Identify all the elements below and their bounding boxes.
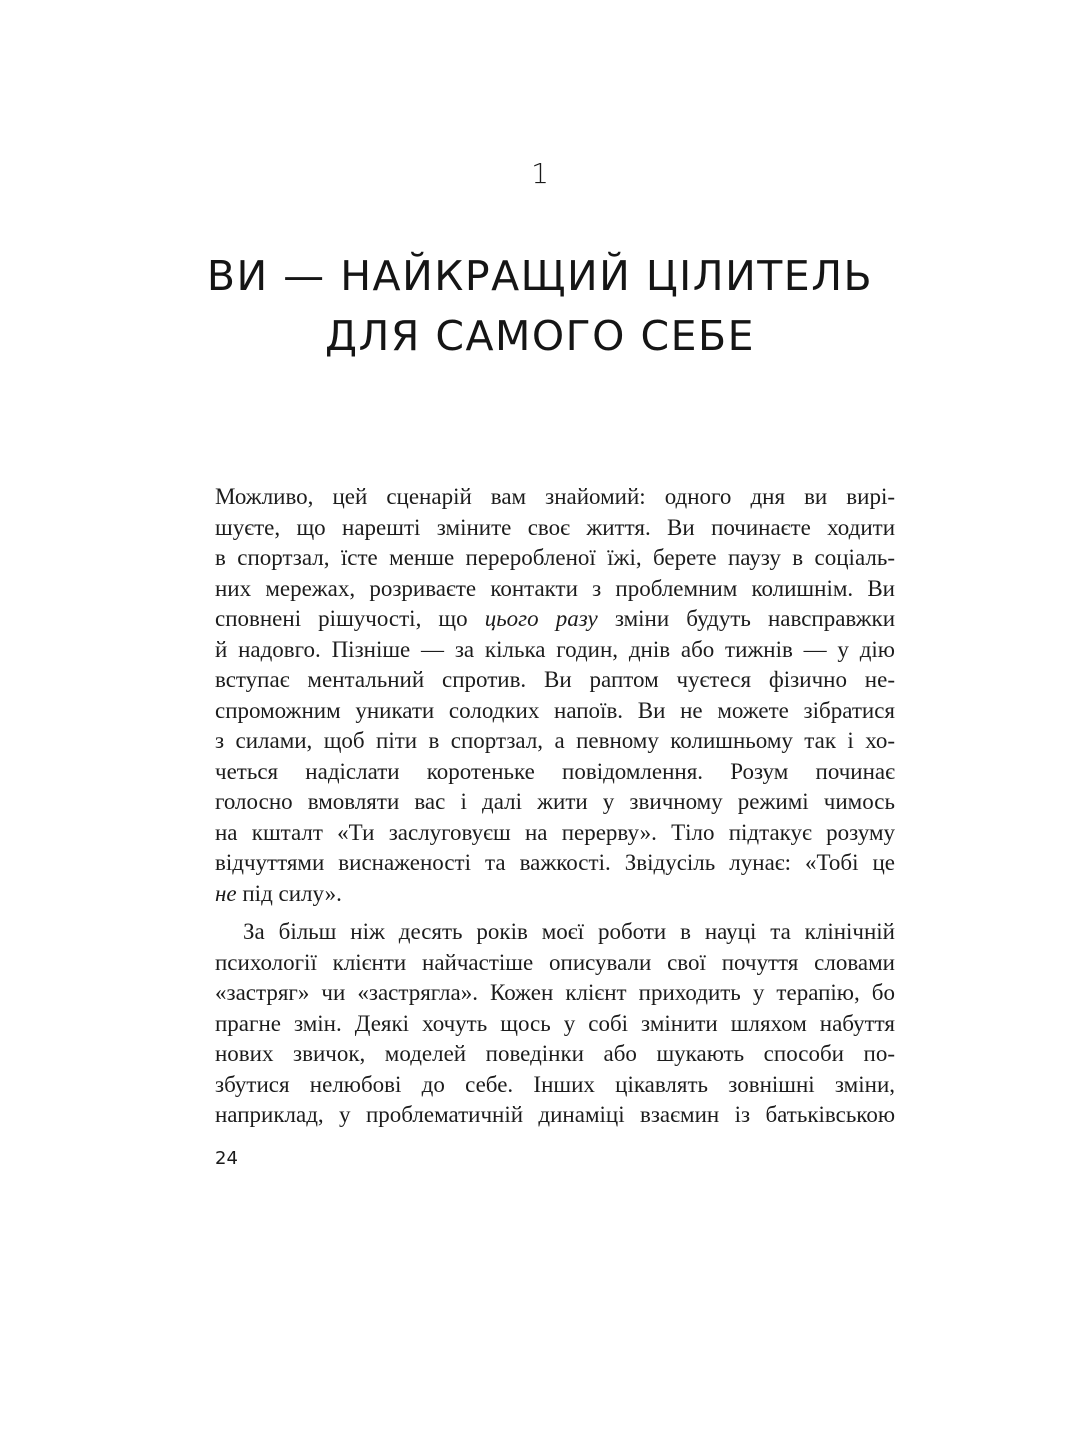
- text-line: спроможним уникати солодких напоїв. Ви не можете зібратися: [215, 697, 895, 723]
- page-number: 24: [215, 1148, 238, 1169]
- body-text: [215, 482, 895, 1131]
- text-line: [215, 879, 895, 910]
- text-line: Можливо, цей сценарій вам знайомий: одного дня ви вирі-: [215, 484, 895, 509]
- text-line: психології клієнти найчастіше описували свої почуття словами: [215, 949, 895, 975]
- emphasis: не: [215, 880, 237, 906]
- chapter-title-line: ДЛЯ САМОГО СЕБЕ: [324, 312, 756, 360]
- text-line: вступає ментальний спротив. Ви раптом чуєтеся фізично не-: [215, 667, 895, 692]
- text-line: з силами, щоб піти в спортзал, а певному колишньому так і хо-: [215, 728, 895, 753]
- text-line: прагне змін. Деякі хочуть щось у собі змінити шляхом набуття: [215, 1010, 895, 1036]
- text-line: й надовго. Пізніше — за кілька годин, днів або тижнів — у дію: [215, 636, 895, 662]
- text-line: За більш ніж десять років моєї роботи в науці та клінічній: [243, 919, 895, 944]
- chapter-title-line: ВИ — НАЙКРАЩИЙ ЦІЛИТЕЛЬ: [206, 252, 874, 300]
- text-line: в спортзал, їсте менше переробленої їжі, берете паузу в соціаль-: [215, 545, 895, 570]
- text-line: голосно вмовляти вас і далі жити у звичному режимі чимось: [215, 789, 895, 814]
- text-segment: під силу».: [236, 880, 342, 906]
- text-segment: зміни будуть навсправжки: [597, 606, 896, 631]
- text-line: відчуттями виснаженості та важкості. Звідусіль лунає: «Тобі це: [215, 850, 895, 875]
- text-line: четься надіслати коротеньке повідомлення. Розум починає: [215, 758, 895, 784]
- chapter-title: [160, 246, 920, 366]
- text-line: шуєте, що нарешті зміните своє життя. Ви починаєте ходити: [215, 514, 895, 540]
- chapter-number: 1: [531, 157, 549, 190]
- emphasis: цього разу: [484, 606, 598, 631]
- text-line: наприклад, у проблематичній динаміці взаємин із батьківською: [215, 1102, 895, 1127]
- text-segment: сповнені рішучості, що: [215, 606, 485, 631]
- paragraph-1: [215, 482, 895, 909]
- text-line: [215, 604, 895, 635]
- text-line: нових звичок, моделей поведінки або шукають способи по-: [215, 1041, 895, 1066]
- text-line: на кшталт «Ти заслуговуєш на перерву». Тіло підтакує розуму: [215, 819, 895, 845]
- paragraph-2: [215, 917, 895, 1131]
- text-line: «застряг» чи «застрягла». Кожен клієнт приходить у терапію, бо: [215, 980, 895, 1005]
- text-line: збутися нелюбові до себе. Інших цікавлять зовнішні зміни,: [215, 1071, 895, 1097]
- text-line: них мережах, розриваєте контакти з проблемним колишнім. Ви: [215, 575, 895, 601]
